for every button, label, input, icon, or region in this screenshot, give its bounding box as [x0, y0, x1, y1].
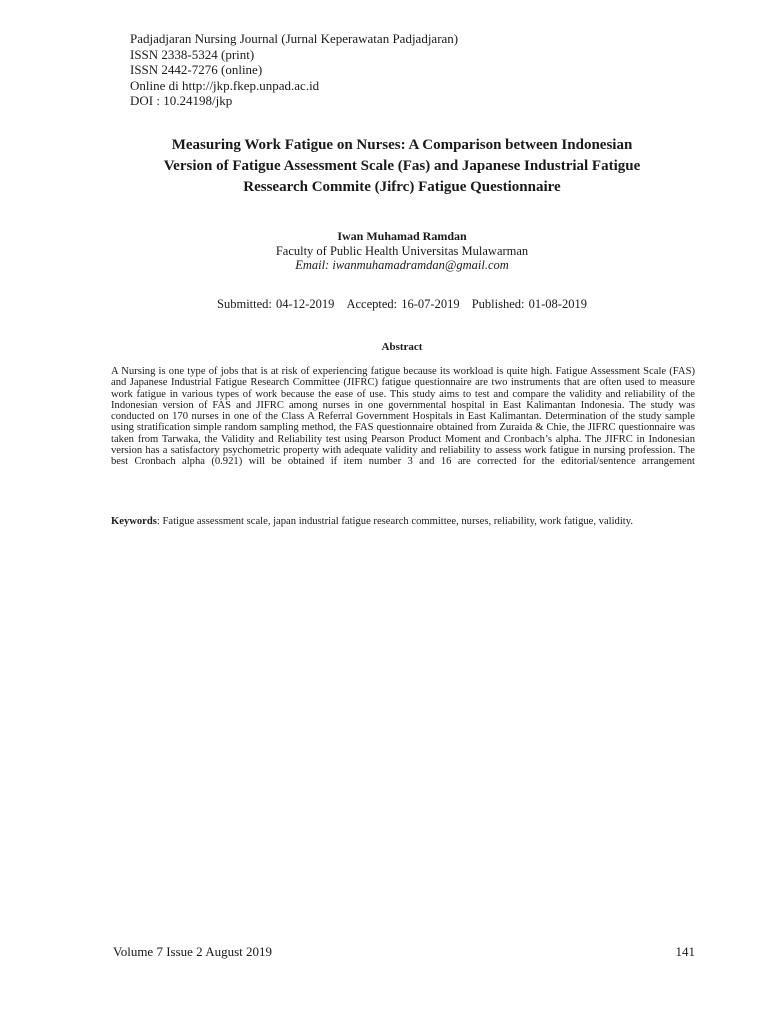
article-title — [80, 135, 724, 198]
author-affiliation: Faculty of Public Health Universitas Mulawarman — [275, 243, 529, 258]
author-name: Iwan Muhamad Ramdan — [337, 229, 467, 243]
footer-issue: Volume 7 Issue 2 August 2019 — [113, 944, 273, 959]
issn-print: ISSN 2338-5324 (print) — [130, 46, 255, 62]
title-line-1: Measuring Work Fatigue on Nurses: A Comparison between Indonesian — [171, 137, 633, 153]
title-line-2: Version of Fatigue Assessment Scale (Fas) and Japanese Industrial Fatigue — [163, 158, 641, 174]
published-date: Published: 01-08-2019 — [471, 297, 587, 311]
submitted-date: Submitted: 04-12-2019 — [217, 297, 335, 311]
issn-online: ISSN 2442-7276 (online) — [130, 62, 263, 77]
keywords-label: Keywords — [111, 516, 157, 527]
doi: DOI : 10.24198/jkp — [130, 93, 233, 108]
journal-name: Padjadjaran Nursing Journal (Jurnal Keperawatan Padjadjaran) — [130, 31, 459, 46]
article-dates — [80, 297, 724, 312]
title-line-3: Ressearch Commite (Jifrc) Fatigue Questionnaire — [243, 179, 561, 195]
author-block — [80, 229, 724, 273]
page-number: 141 — [675, 944, 695, 959]
author-email: Email: iwanmuhamadramdan@gmail.com — [295, 258, 509, 272]
accepted-date: Accepted: 16-07-2019 — [346, 297, 460, 311]
online-url: Online di http://jkp.fkep.unpad.ac.id — [130, 77, 320, 93]
abstract-heading: Abstract — [381, 341, 423, 353]
journal-header — [130, 31, 458, 109]
keywords — [111, 516, 695, 527]
keywords-text: : Fatigue assessment scale, japan industrial fatigue research committee, nurses, reliability, work fatigue, validity. — [156, 516, 633, 527]
abstract-body: A Nursing is one type of jobs that is at risk of experiencing fatigue because its workload is quite high. Fatigue Assessment Scale (FAS) and Japanese Industrial Fatigue Research Committee (JIFRC) fatigue questionnaire are two instruments that are often used to measure work fatigue in various types of work because the ease of use. This study aims to test and compare the validity and reliability of the Indonesian version of FAS and JIFRC among nurses in one governmental hospital in East Kalimantan Indonesia. The study was conducted on 170 nurses in one of the Class A Referral Government Hospitals in East Kalimantan. Determination of the study sample using stratification simple random sampling method, the FAS questionnaire obtained from Zuraida & Chie, the JIFRC questionnaire was taken from Tarwaka, the Validity and Reliability test using Pearson Product Moment and Cronbach’s alpha. The JIFRC in Indonesian version has a satisfactory psychometric property with adequate validity and reliability to assess work fatigue in nursing profession. The best Cronbach alpha (0.921) will be obtained if item number 3 and 16 are corrected for the editorial/sentence arrangement — [111, 366, 695, 468]
